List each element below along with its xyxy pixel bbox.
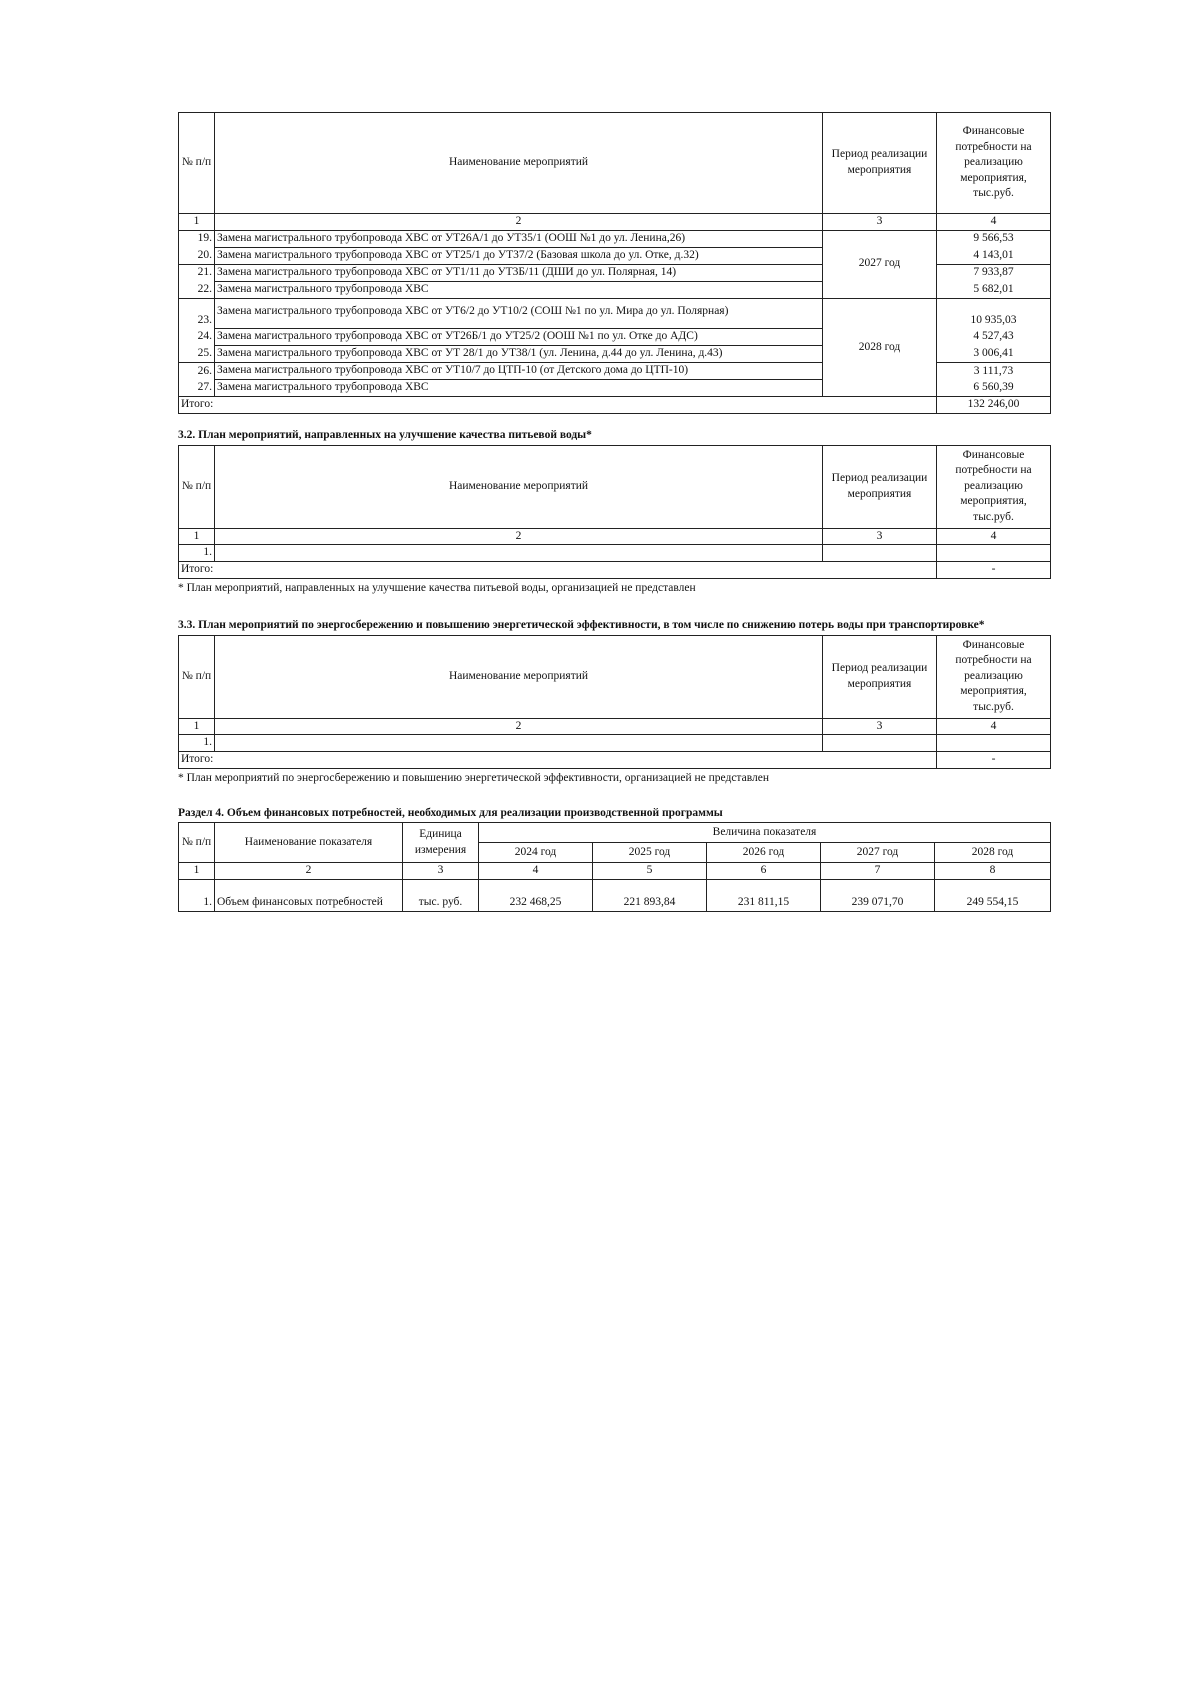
section-33-table bbox=[178, 635, 1051, 770]
header-year: 2028 год bbox=[935, 843, 1051, 863]
row-amount: 3 006,41 bbox=[937, 346, 1051, 363]
header-period: Период реализации мероприятия bbox=[823, 445, 937, 528]
row-value-2026: 231 811,15 bbox=[707, 879, 821, 911]
row-name: Замена магистрального трубопровода ХВС от УТ 28/1 до УТ38/1 (ул. Ленина, д.44 до ул. Ленина, д.43) bbox=[215, 346, 823, 363]
row-num: 1. bbox=[179, 545, 215, 562]
header-finance: Финансовые потребности на реализацию мероприятия, тыс.руб. bbox=[937, 113, 1051, 214]
row-num: 26. bbox=[179, 363, 215, 380]
row-amount: 3 111,73 bbox=[937, 363, 1051, 380]
header-period: Период реализации мероприятия bbox=[823, 113, 937, 214]
section-33-note: * План мероприятий по энергосбережению и повышению энергетической эффективности, организацией не представлен bbox=[178, 772, 769, 785]
header-num: № п/п bbox=[179, 113, 215, 214]
section-33-title: 3.3. План мероприятий по энергосбережению и повышению энергетической эффективности, в том числе по снижению потерь воды при транспортировке* bbox=[178, 618, 985, 631]
colnum: 1 bbox=[179, 214, 215, 231]
colnum: 1 bbox=[179, 718, 215, 735]
colnum: 3 bbox=[823, 214, 937, 231]
section-4-table bbox=[178, 822, 1051, 912]
row-name: Замена магистрального трубопровода ХВС bbox=[215, 380, 823, 397]
row-name: Замена магистрального трубопровода ХВС от УТ25/1 до УТ37/2 (Базовая школа до ул. Отке, д.32) bbox=[215, 247, 823, 264]
colnum: 2 bbox=[215, 718, 823, 735]
header-year: 2026 год bbox=[707, 843, 821, 863]
document-page bbox=[178, 112, 1050, 912]
colnum: 3 bbox=[403, 863, 479, 880]
row-num: 24. bbox=[179, 329, 215, 346]
total-label: Итого: bbox=[179, 397, 937, 414]
row-num: 25. bbox=[179, 346, 215, 363]
row-amount: 10 935,03 bbox=[937, 298, 1051, 329]
row-amount: 7 933,87 bbox=[937, 264, 1051, 281]
section-32-title: 3.2. План мероприятий, направленных на улучшение качества питьевой воды* bbox=[178, 429, 592, 442]
row-name bbox=[215, 545, 823, 562]
colnum: 1 bbox=[179, 863, 215, 880]
header-num: № п/п bbox=[179, 635, 215, 718]
colnum: 5 bbox=[593, 863, 707, 880]
colnum: 4 bbox=[479, 863, 593, 880]
total-value: 132 246,00 bbox=[937, 397, 1051, 414]
row-indicator: Объем финансовых потребностей bbox=[215, 879, 403, 911]
measures-table bbox=[178, 112, 1051, 414]
row-num: 23. bbox=[179, 298, 215, 329]
colnum: 2 bbox=[215, 214, 823, 231]
row-value-2024: 232 468,25 bbox=[479, 879, 593, 911]
row-num: 21. bbox=[179, 264, 215, 281]
header-year: 2024 год bbox=[479, 843, 593, 863]
row-num: 27. bbox=[179, 380, 215, 397]
colnum: 2 bbox=[215, 863, 403, 880]
row-name: Замена магистрального трубопровода ХВС от УТ10/7 до ЦТП-10 (от Детского дома до ЦТП-10) bbox=[215, 363, 823, 380]
total-value: - bbox=[937, 752, 1051, 769]
row-name: Замена магистрального трубопровода ХВС от УТ1/11 до УТ3Б/11 (ДШИ до ул. Полярная, 14) bbox=[215, 264, 823, 281]
header-finance: Финансовые потребности на реализацию мероприятия, тыс.руб. bbox=[937, 445, 1051, 528]
row-value-2027: 239 071,70 bbox=[821, 879, 935, 911]
row-name: Замена магистрального трубопровода ХВС от УТ6/2 до УТ10/2 (СОШ №1 по ул. Мира до ул. Полярная) bbox=[215, 298, 823, 329]
period-2027: 2027 год bbox=[823, 230, 937, 298]
row-value-2028: 249 554,15 bbox=[935, 879, 1051, 911]
row-amount: 6 560,39 bbox=[937, 380, 1051, 397]
colnum: 3 bbox=[823, 718, 937, 735]
colnum: 4 bbox=[937, 528, 1051, 545]
row-period bbox=[823, 545, 937, 562]
row-amount: 4 143,01 bbox=[937, 247, 1051, 264]
row-name bbox=[215, 735, 823, 752]
period-2028: 2028 год bbox=[823, 298, 937, 397]
row-num: 1. bbox=[179, 879, 215, 911]
header-value: Величина показателя bbox=[479, 823, 1051, 843]
row-name: Замена магистрального трубопровода ХВС от УТ26А/1 до УТ35/1 (ООШ №1 до ул. Ленина,26) bbox=[215, 230, 823, 247]
row-name: Замена магистрального трубопровода ХВС bbox=[215, 281, 823, 298]
colnum: 8 bbox=[935, 863, 1051, 880]
row-value-2025: 221 893,84 bbox=[593, 879, 707, 911]
row-period bbox=[823, 735, 937, 752]
colnum: 7 bbox=[821, 863, 935, 880]
total-value: - bbox=[937, 562, 1051, 579]
header-year: 2027 год bbox=[821, 843, 935, 863]
row-amount bbox=[937, 545, 1051, 562]
header-period: Период реализации мероприятия bbox=[823, 635, 937, 718]
row-num: 19. bbox=[179, 230, 215, 247]
row-name: Замена магистрального трубопровода ХВС от УТ26Б/1 до УТ25/2 (ООШ №1 по ул. Отке до АДС) bbox=[215, 329, 823, 346]
row-unit: тыс. руб. bbox=[403, 879, 479, 911]
colnum: 4 bbox=[937, 718, 1051, 735]
header-name: Наименование мероприятий bbox=[215, 113, 823, 214]
total-label: Итого: bbox=[179, 752, 937, 769]
row-amount: 5 682,01 bbox=[937, 281, 1051, 298]
row-amount: 9 566,53 bbox=[937, 230, 1051, 247]
row-num: 20. bbox=[179, 247, 215, 264]
header-finance: Финансовые потребности на реализацию мероприятия, тыс.руб. bbox=[937, 635, 1051, 718]
row-num: 22. bbox=[179, 281, 215, 298]
row-num: 1. bbox=[179, 735, 215, 752]
header-year: 2025 год bbox=[593, 843, 707, 863]
total-label: Итого: bbox=[179, 562, 937, 579]
colnum: 4 bbox=[937, 214, 1051, 231]
header-indicator: Наименование показателя bbox=[215, 823, 403, 863]
section-4-title: Раздел 4. Объем финансовых потребностей, необходимых для реализации производственной программы bbox=[178, 806, 723, 819]
header-num: № п/п bbox=[179, 445, 215, 528]
colnum: 1 bbox=[179, 528, 215, 545]
colnum: 6 bbox=[707, 863, 821, 880]
section-32-note: * План мероприятий, направленных на улучшение качества питьевой воды, организацией не представлен bbox=[178, 582, 696, 595]
header-unit: Единица измерения bbox=[403, 823, 479, 863]
header-name: Наименование мероприятий bbox=[215, 635, 823, 718]
colnum: 3 bbox=[823, 528, 937, 545]
header-name: Наименование мероприятий bbox=[215, 445, 823, 528]
section-32-table bbox=[178, 445, 1051, 580]
row-amount bbox=[937, 735, 1051, 752]
colnum: 2 bbox=[215, 528, 823, 545]
header-num: № п/п bbox=[179, 823, 215, 863]
row-amount: 4 527,43 bbox=[937, 329, 1051, 346]
